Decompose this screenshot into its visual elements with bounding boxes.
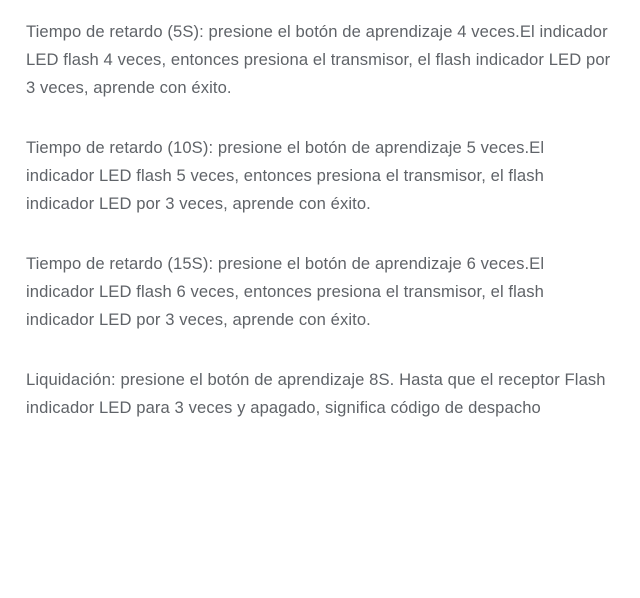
paragraph-delay-5s: Tiempo de retardo (5S): presione el botón de aprendizaje 4 veces.El indicador LED flash 4 veces, entonces presiona el transmisor, el flash indicador LED por 3 veces, aprende con éxito. xyxy=(26,22,615,97)
paragraph-clearing: Liquidación: presione el botón de aprendizaje 8S. Hasta que el receptor Flash indicador LED para 3 veces y apagado, significa código de despacho xyxy=(26,370,611,417)
paragraph-delay-15s: Tiempo de retardo (15S): presione el botón de aprendizaje 6 veces.El indicador LED flash 6 veces, entonces presiona el transmisor, el flash indicador LED por 3 veces, aprende con éxito. xyxy=(26,254,549,329)
paragraph-delay-10s: Tiempo de retardo (10S): presione el botón de aprendizaje 5 veces.El indicador LED flash 5 veces, entonces presiona el transmisor, el flash indicador LED por 3 veces, aprende con éxito. xyxy=(26,138,549,213)
